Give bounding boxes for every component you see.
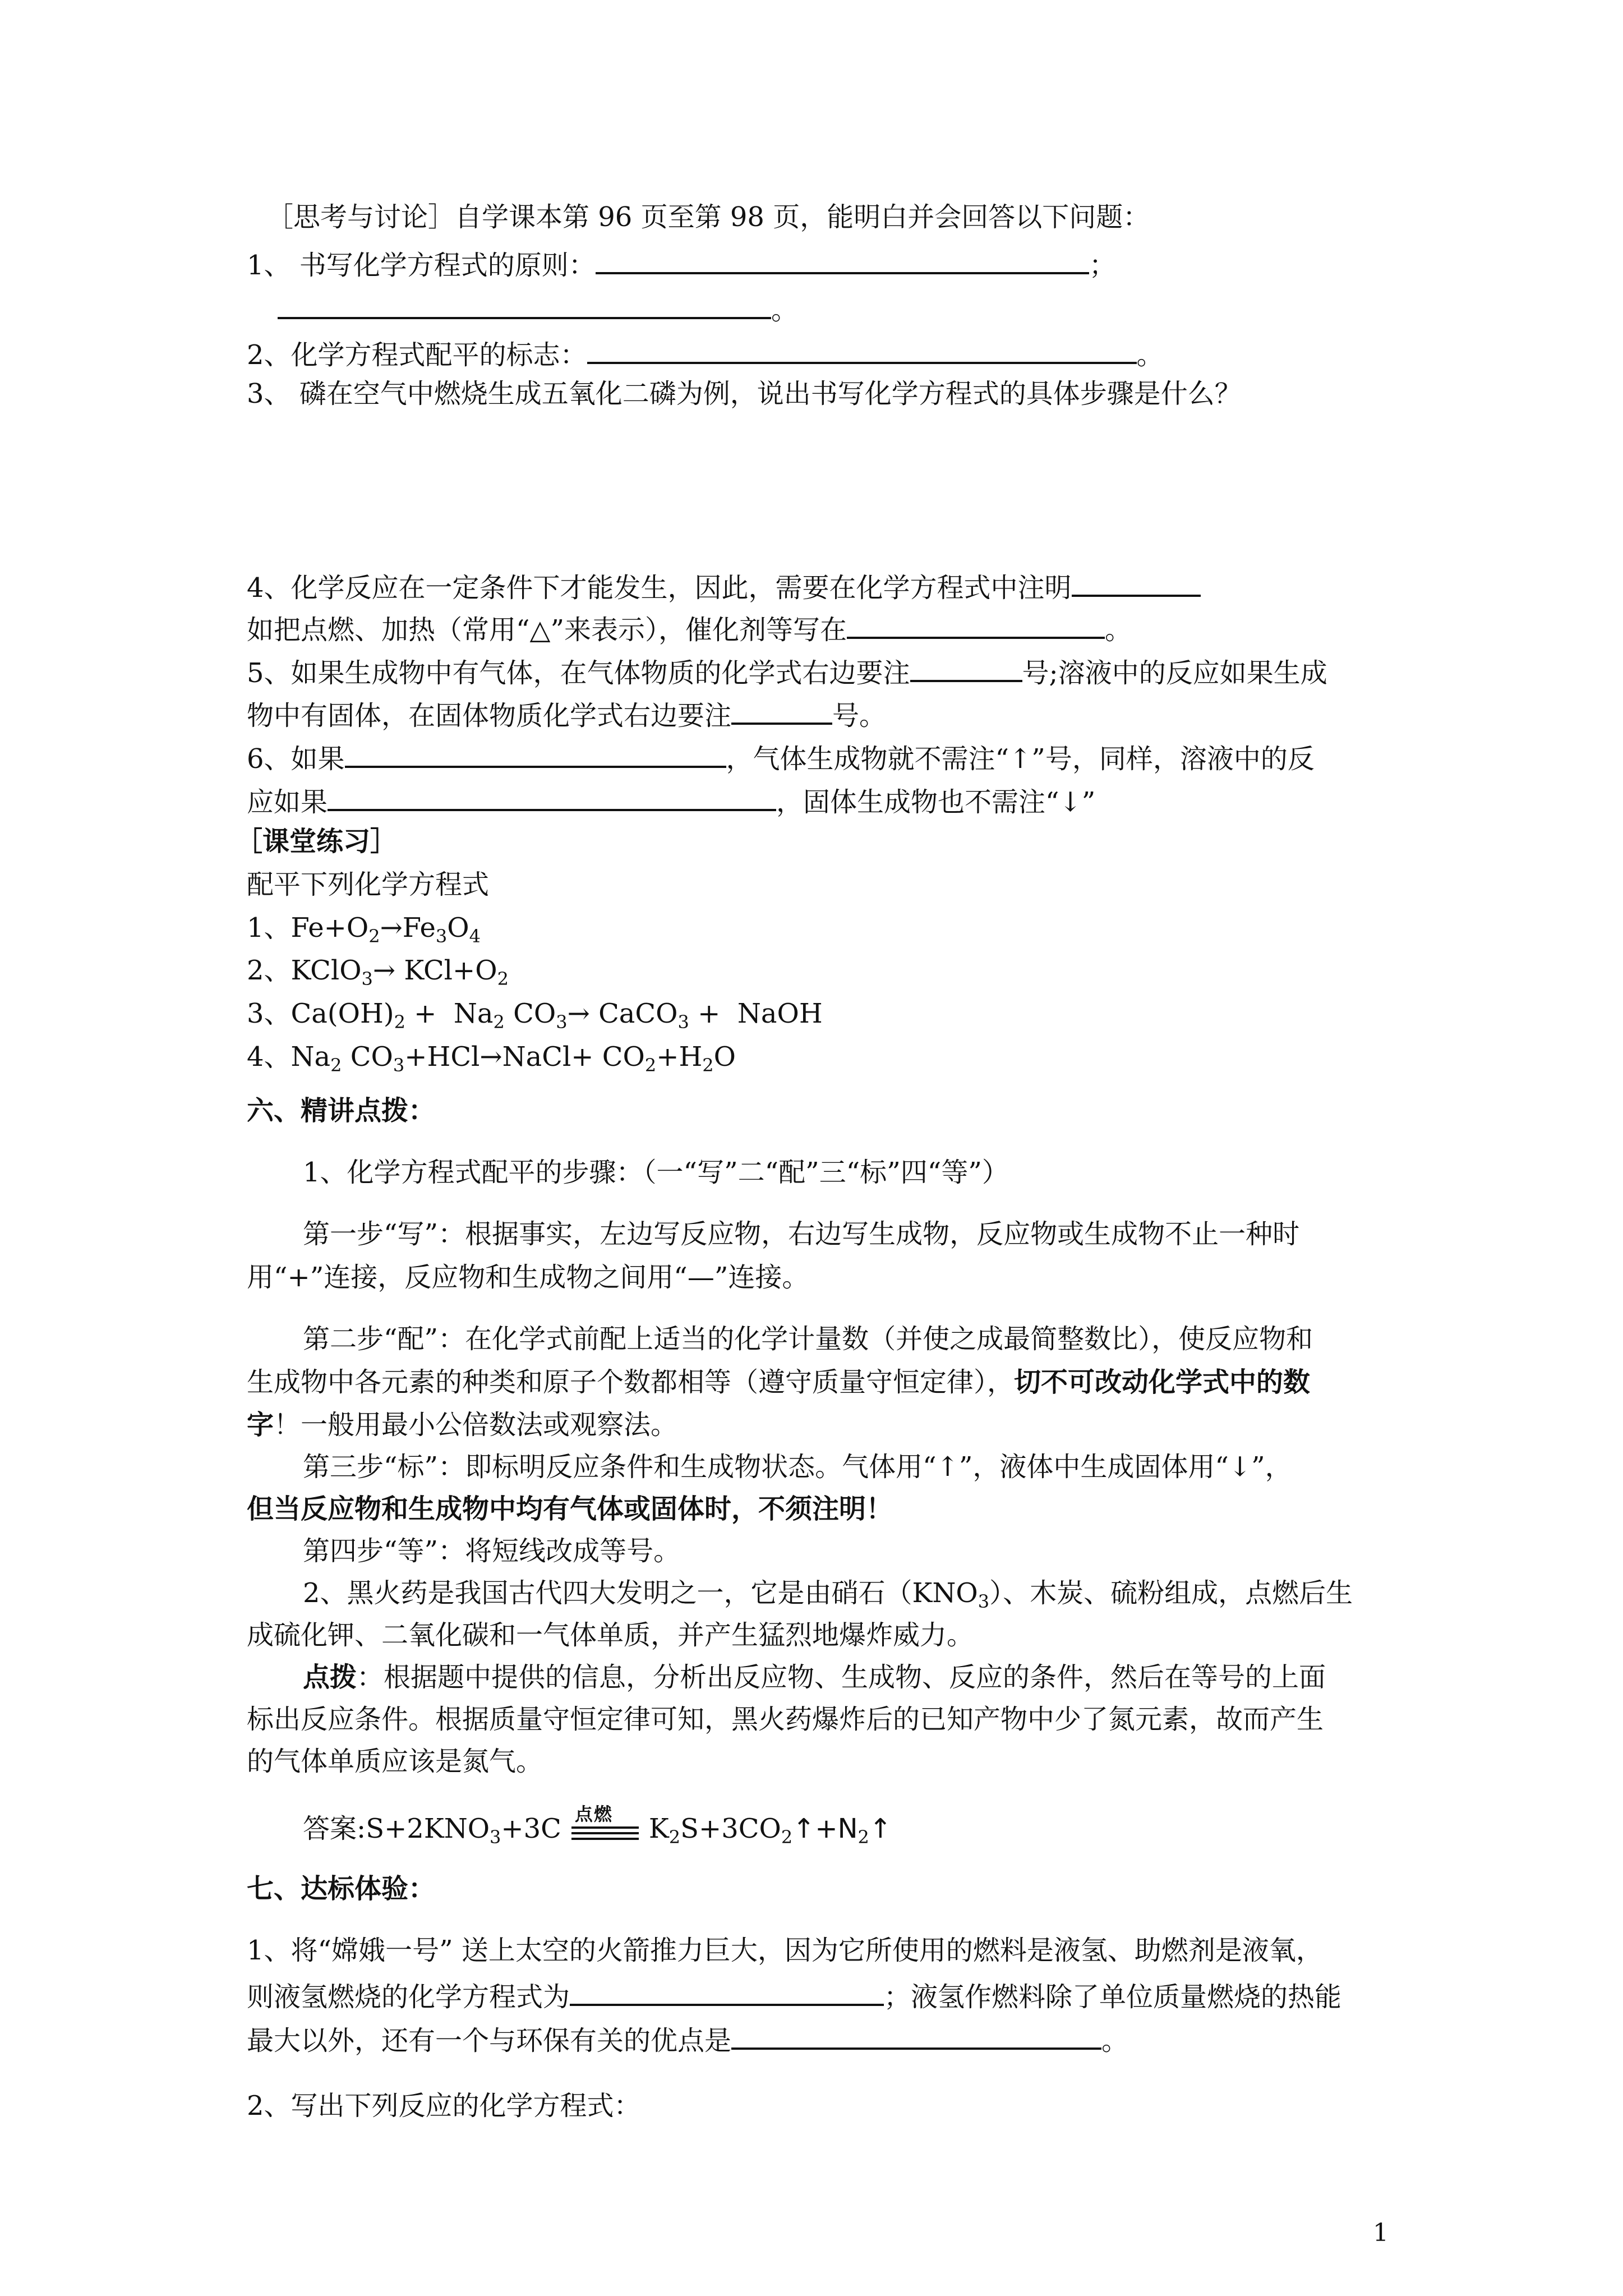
question-2: 2、化学方程式配平的标志： 。 [247,334,1402,373]
example2-line1: 2、黑火药是我国古代四大发明之一，它是由硝石$(KNO_3)$、木炭、硫粉组成，点燃后生 [303,1577,1353,1612]
step2-line2: 生成物中各元素的种类和原子个数都相等（遵守质量守恒定律），切不可改动化学式中的数 [247,1366,1311,1398]
answer-blank[interactable] [328,781,776,811]
section7-q1-line1: 1、将“嫦娥一号” 送上太空的火箭推力巨大，因为它所使用的燃料是液氢、助燃剂是液氧， [247,1935,1323,1966]
answer-equation: 答案$:S+2KNO_3+3C$ 点燃 $K_2S+3CO_2↑+N_2↑$ [303,1803,892,1848]
answer-blank[interactable] [847,609,1105,639]
practice-heading: ［课堂练习］ [236,826,398,857]
question-4: 4、化学反应在一定条件下才能发生，因此，需要在化学方程式中注明 [247,567,1402,606]
practice-item-1: 1、$Fe+O_2\to Fe_3O_4$ [247,912,481,947]
question-5-cont: 物中有固体，在固体物质化学式右边要注 号。 [247,694,1402,734]
question-3: 3、 磷在空气中燃烧生成五氧化二磷为例，说出书写化学方程式的具体步骤是什么？ [247,378,1242,409]
section6-heading: 六、精讲点拨： [247,1095,436,1126]
question-6-cont: 应如果 ，固体生成物也不需注“↓” [247,781,1402,820]
step3-line2: 但当反应物和生成物中均有气体或固体时，不须注明！ [247,1493,893,1525]
question-5: 5、如果生成物中有气体，在气体物质的化学式右边要注 号;溶液中的反应如果生成 [247,652,1402,691]
question-4-cont: 如把点燃、加热（常用“△”来表示），催化剂等写在 。 [247,609,1402,648]
section7-heading: 七、达标体验： [247,1873,436,1904]
step1-line1: 第一步“写”：根据事实，左边写反应物，右边写生成物，反应物或生成物不止一种时 [303,1218,1300,1250]
practice-item-4: 4、$Na_2$ $CO_3+HCl\to NaCl+ CO_2+H_2O$ [247,1041,736,1076]
example2-line2: 成硫化钾、二氧化碳和一气体单质，并产生猛烈地爆炸威力。 [247,1619,974,1651]
answer-blank[interactable] [910,652,1022,682]
answer-blank[interactable] [731,694,832,725]
step4-line: 第四步“等”：将短线改成等号。 [303,1535,681,1567]
hint-line2: 标出反应条件。根据质量守恒定律可知，黑火药爆炸后的已知产物中少了氮元素，故而产生 [247,1704,1324,1735]
question-1: 1、 书写化学方程式的原则： ； [247,244,1402,283]
section7-q1-line3: 最大以外，还有一个与环保有关的优点是 。 [247,2019,1402,2059]
answer-blank[interactable] [1072,567,1201,597]
page-number: 1 [1373,2219,1389,2247]
answer-blank[interactable] [345,738,726,768]
hint-label: 点拨 [303,1662,357,1693]
practice-instruction: 配平下列化学方程式 [247,869,490,900]
answer-blank[interactable] [731,2019,1101,2050]
discussion-intro: ［思考与讨论］自学课本第 96 页至第 98 页，能明白并会回答以下问题： [266,201,1150,233]
step3-line1: 第三步“标”：即标明反应条件和生成物状态。气体用“↑”，液体中生成固体用“↓”， [303,1451,1292,1483]
practice-item-2: 2、KClO$_3$→ $KCl+O_2$ [247,955,509,990]
question-1-cont: 。 [278,289,1433,328]
practice-item-3: 3、$Ca(OH)_2 + Na_2$ $CO_3\to$ CaCO$_3$ + NaOH [247,998,823,1033]
section7-q1-line2: 则液氢燃烧的化学方程式为 ；液氢作燃料除了单位质量燃烧的热能 [247,1976,1402,2015]
answer-blank[interactable] [278,289,771,319]
step2-line1: 第二步“配”：在化学式前配上适当的化学计量数（并使之成最简整数比），使反应物和 [303,1323,1313,1355]
reaction-condition-equals: 点燃 [571,1813,639,1849]
answer-blank[interactable] [596,244,1089,274]
answer-blank[interactable] [587,334,1137,364]
section6-p1: 1、化学方程式配平的步骤：（一“写”二“配”三“标”四“等”） [303,1157,1009,1188]
step2-line3: 字！一般用最小公倍数法或观察法。 [247,1409,678,1441]
answer-blank[interactable] [570,1976,884,2006]
step1-line2: 用“+”连接，反应物和生成物之间用“—”连接。 [247,1262,809,1293]
section7-q2: 2、写出下列反应的化学方程式： [247,2090,641,2122]
hint-line3: 的气体单质应该是氮气。 [247,1746,543,1777]
hint-line1: 点拨：根据题中提供的信息，分析出反应物、生成物、反应的条件，然后在等号的上面 [303,1662,1326,1693]
question-6: 6、如果 ，气体生成物就不需注“↑”号，同样，溶液中的反 [247,738,1402,777]
